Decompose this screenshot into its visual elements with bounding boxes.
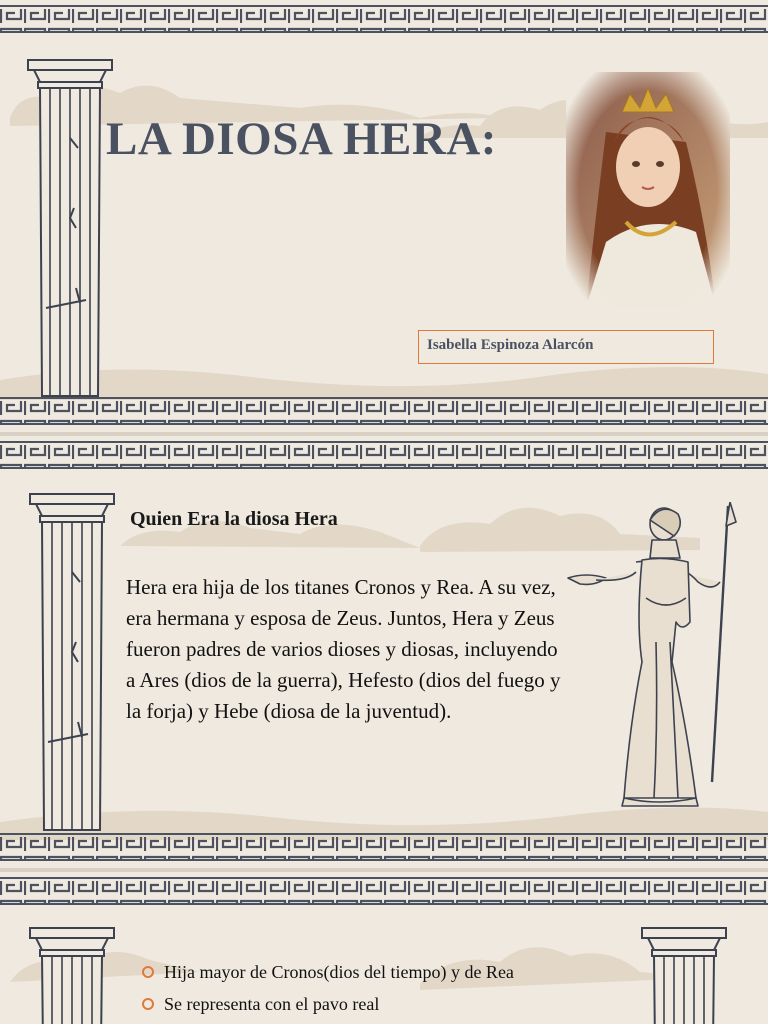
greek-column-icon [640,926,728,1024]
slide-2 [0,436,768,868]
bullet-circle-icon [142,966,154,978]
section-heading: Quien Era la diosa Hera [130,508,338,530]
page-title: LA DIOSA HERA: [106,113,497,165]
slide-1 [0,0,768,432]
bullet-circle-icon [142,998,154,1010]
list-item [142,956,514,988]
list-item-text: Hija mayor de Cronos(dios del tiempo) y de Rea [164,962,514,982]
greek-key-border-bottom [0,396,768,426]
list-item-text: Se representa con el pavo real [164,994,380,1014]
list-item [142,988,514,1020]
goddess-statue-icon [566,502,746,812]
ground-shape [0,360,768,400]
section-body-text: Hera era hija de los titanes Cronos y Rea. A su vez, era hermana y esposa de Zeus. Juntos, Hera y Zeus fueron padres de varios dioses y diosas, incluyendo a Ares (dios de la guerra), Hefesto (dios del fuego y la forja) y Hebe (diosa de la juventud). [126,575,561,723]
greek-column-icon [28,492,116,834]
greek-column-icon [26,58,114,400]
greek-key-border-bottom [0,832,768,862]
greek-key-border-top [0,876,768,906]
greek-key-border-top [0,4,768,34]
author-name-box: Isabella Espinoza Alarcón [418,330,714,364]
hera-portrait-icon [566,72,730,308]
greek-key-border-top [0,440,768,470]
greek-column-icon [28,926,116,1024]
slide-3 [0,872,768,1024]
bullet-list [142,956,514,1020]
